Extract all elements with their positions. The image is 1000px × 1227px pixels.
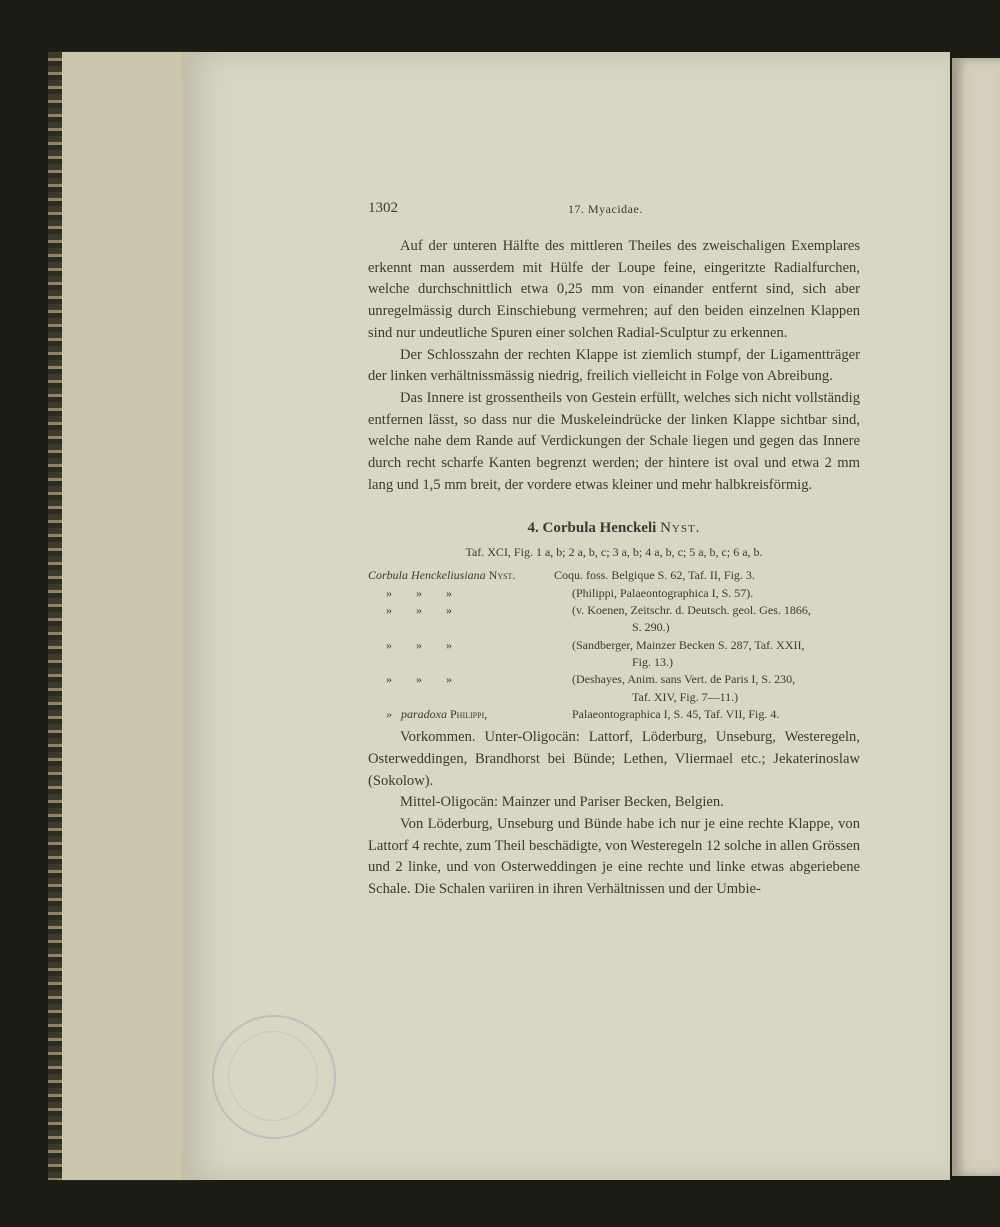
synonym-ditto: » » »	[386, 585, 452, 600]
synonymy-entry	[368, 602, 860, 637]
synonymy-entry	[368, 706, 860, 723]
page-header	[368, 200, 860, 222]
synonym-reference: Palaeontographica I, S. 45, Taf. VII, Fig. 4.	[572, 706, 780, 721]
synonym-reference-cont: S. 290.)	[632, 620, 670, 635]
species-heading	[368, 520, 860, 537]
paragraph: Vorkommen. Unter-Oligocän: Lattorf, Löderburg, Unseburg, Westeregeln, Osterweddingen, Brandhorst bei Bünde; Lethen, Vliermael etc.; Jekaterinoslaw (Sokolow).	[368, 729, 860, 789]
synonym-reference-cont: Taf. XIV, Fig. 7—11.)	[632, 689, 739, 704]
synonym-ditto: » » »	[386, 603, 452, 618]
plate-references: Taf. XCI, Fig. 1 a, b; 2 a, b, c; 3 a, b; 4 a, b, c; 5 a, b, c; 6 a, b.	[465, 545, 763, 560]
synonymy-entry	[368, 637, 860, 672]
synonym-reference: Coqu. foss. Belgique S. 62, Taf. II, Fig. 3.	[554, 568, 755, 583]
running-head: 17. Myacidae.	[568, 202, 643, 216]
page-number: 1302	[368, 200, 398, 216]
species-name: Corbula Henckeli	[542, 520, 657, 537]
synonym-reference-cont: Fig. 13.)	[632, 654, 674, 669]
page-text	[368, 200, 860, 901]
synonym-author: Nyst.	[488, 568, 516, 583]
synonym-reference: (Deshayes, Anim. sans Vert. de Paris I, S. 230,	[572, 672, 796, 687]
synonymy-entry	[368, 585, 860, 602]
synonym-reference: (Sandberger, Mainzer Becken S. 287, Taf. XXII,	[572, 637, 805, 652]
library-stamp-icon	[212, 1015, 336, 1139]
species-author: Nyst.	[660, 520, 701, 537]
paragraph: Mittel-Oligocän: Mainzer und Pariser Becken, Belgien.	[400, 794, 724, 811]
paragraph: Von Löderburg, Unseburg und Bünde habe ich nur je eine rechte Klappe, von Lattorf 4 rechte, zum Theil beschädigte, von Westeregeln 12 solche in allen Grössen und 2 linke, und von Osterweddingen je eine rechte und linke etwas abgeriebene Schale. Die Schalen variiren in ihren Verhältnissen und der Umbie-	[368, 815, 860, 898]
synonym-ditto: » » »	[386, 637, 452, 652]
paragraph: Der Schlosszahn der rechten Klappe ist ziemlich stumpf, der Ligamentträger der linken verhältnissmässig niedrig, freilich vielleicht in Folge von Abreibung.	[368, 346, 860, 385]
next-page-edge	[952, 58, 1000, 1176]
species-number: 4.	[527, 520, 539, 537]
paragraph: Auf der unteren Hälfte des mittleren Theiles des zweischaligen Exemplares erkennt man ausserdem mit Hülfe der Loupe feine, eingeritzte Radialfurchen, welche durchschnittlich etwa 0,25 mm von einander entfernt sind, sich aber unregelmässig durch Einschiebung vermehren; auf den beiden einzelnen Klappen sind nur undeutliche Spuren einer solchen Radial-Sculptur zu erkennen.	[368, 238, 860, 341]
synonymy-entry	[368, 567, 860, 584]
synonymy-list	[368, 567, 860, 723]
synonym-name: Corbula Henckeliusiana	[368, 568, 486, 583]
synonymy-entry	[368, 671, 860, 706]
synonym-name: » paradoxa	[386, 706, 447, 721]
synonym-ditto: » » »	[386, 672, 452, 687]
paragraph: Das Innere ist grossentheils von Gestein erfüllt, welches sich nicht vollständig entfernen lässt, so dass nur die Muskeleindrücke der linken Klappe sichtbar sind, welche nahe dem Rande auf Verdickungen der Schale liegen und gegen das Innere durch recht scharfe Kanten begrenzt werden; der hintere ist oval und etwa 2 mm lang und 1,5 mm breit, der vordere etwas kleiner und mehr halbkreisförmig.	[368, 389, 860, 493]
book-page-edges	[58, 52, 198, 1180]
synonym-author: Philippi,	[450, 706, 488, 721]
synonym-reference: (Philippi, Palaeontographica I, S. 57).	[572, 585, 754, 600]
synonym-reference: (v. Koenen, Zeitschr. d. Deutsch. geol. Ges. 1866,	[572, 603, 811, 618]
